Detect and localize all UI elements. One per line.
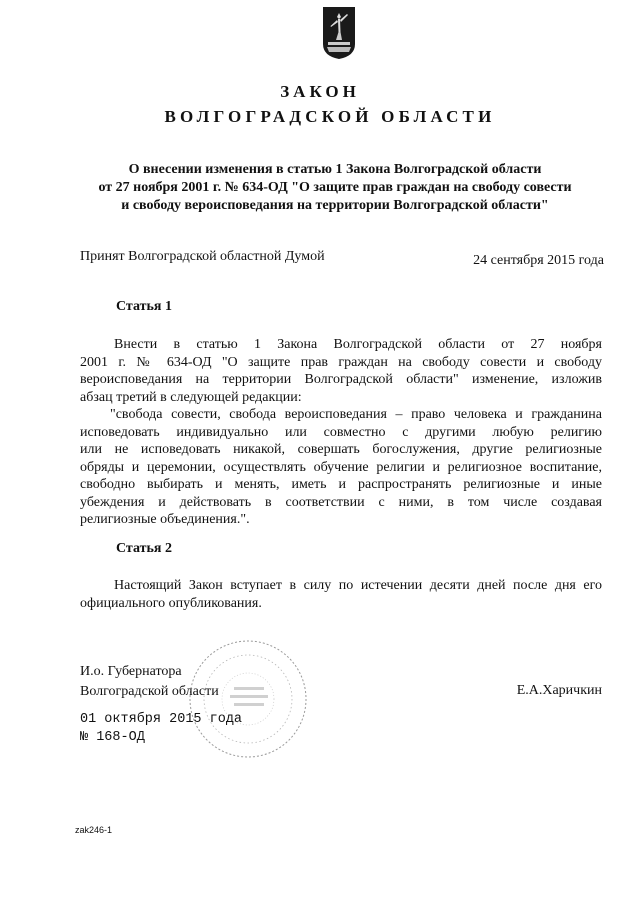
- text-line: официального опубликования.: [80, 595, 262, 611]
- signer-position-line: И.о. Губернатора: [80, 664, 182, 679]
- article-1-heading: Статья 1: [116, 299, 172, 314]
- text-line: Внести в статью 1 Закона Волгоградской области от 27 ноября: [114, 337, 602, 352]
- text-line: исповедовать индивидуально или совместно с другими любую религию: [80, 424, 602, 440]
- signer-name: Е.А.Харичкин: [516, 683, 602, 698]
- article-1-text: [80, 336, 602, 529]
- text-line: вероисповедания на территории Волгоградской области" изменение, изложив: [80, 372, 602, 387]
- text-line: религиозные объединения.".: [80, 512, 250, 527]
- text-line: обряды и церемонии, осуществлять обучение религии и религиозное воспитание,: [80, 459, 602, 475]
- text-line: Настоящий Закон вступает в силу по истечении десяти дней после дня его: [114, 578, 602, 593]
- text-line: "свобода совести, свобода вероисповедания – право человека и гражданина: [110, 407, 602, 422]
- document-date: 01 октября 2015 года: [80, 712, 243, 727]
- footer-code: zak246-1: [75, 825, 113, 835]
- adopted-date: 24 сентября 2015 года: [473, 253, 604, 268]
- text-line: или не исповедовать никакой, совершать богослужения, другие религиозные: [80, 442, 602, 457]
- subtitle-line: и свободу вероисповедания на территории Волгоградской области": [121, 198, 549, 213]
- document-number: № 168-ОД: [80, 730, 145, 745]
- subtitle-line: от 27 ноября 2001 г. № 634-ОД "О защите прав граждан на свободу совести: [98, 180, 572, 195]
- article-2-heading: Статья 2: [116, 541, 172, 556]
- subtitle-line: О внесении изменения в статью 1 Закона Волгоградской области: [128, 162, 542, 177]
- text-line: абзац третий в следующей редакции:: [80, 389, 302, 405]
- signature-block: [80, 662, 219, 702]
- text-line: убеждения и действовать в соответствии с ними, в том числе создавая: [80, 494, 602, 510]
- region-title: ВОЛГОГРАДСКОЙ ОБЛАСТИ: [164, 107, 496, 126]
- text-line: 2001 г. № 634-ОД "О защите прав граждан на свободу совести и свободу: [80, 354, 602, 370]
- text-line: свободно выбирать и менять, иметь и распространять религиозные и иные: [80, 477, 602, 492]
- article-2-text: [80, 577, 602, 612]
- law-subtitle: [60, 161, 610, 215]
- coat-of-arms-emblem: [322, 6, 356, 60]
- signer-position-line: Волгоградской области: [80, 684, 219, 699]
- adopted-by: Принят Волгоградской областной Думой: [80, 249, 325, 264]
- law-title: ЗАКОН: [280, 82, 360, 101]
